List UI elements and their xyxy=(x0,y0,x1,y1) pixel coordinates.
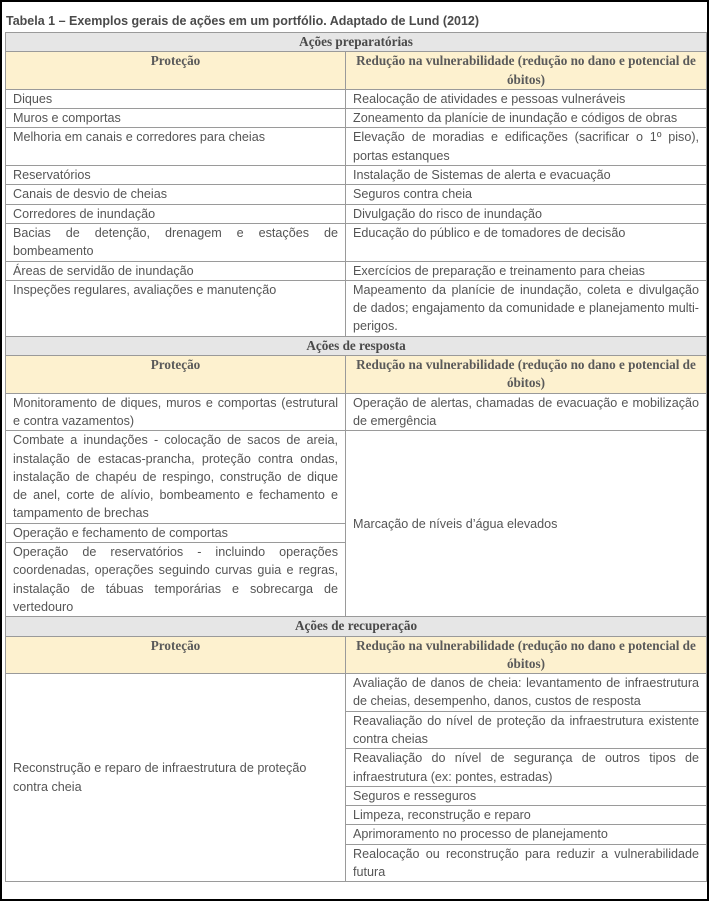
cell-reducao: Zoneamento da planície de inundação e códigos de obras xyxy=(346,109,707,128)
cell-reducao: Divulgação do risco de inundação xyxy=(346,204,707,223)
cell-reducao: Elevação de moradias e edificações (sacrificar o 1º piso), portas estanques xyxy=(346,128,707,166)
cell-reducao: Marcação de níveis d’água elevados xyxy=(346,431,707,617)
cell-protecao: Corredores de inundação xyxy=(6,204,346,223)
cell-reducao: Reavaliação do nível de segurança de outros tipos de infraestrutura (ex: pontes, estradas) xyxy=(346,749,707,787)
cell-reducao: Limpeza, reconstrução e reparo xyxy=(346,806,707,825)
cell-reducao: Operação de alertas, chamadas de evacuação e mobilização de emergência xyxy=(346,393,707,431)
table-row xyxy=(6,109,707,128)
cell-protecao: Diques xyxy=(6,89,346,108)
cell-reducao: Reavaliação do nível de proteção da infraestrutura existente contra cheias xyxy=(346,711,707,749)
cell-protecao: Operação e fechamento de comportas xyxy=(6,523,346,542)
column-header-row xyxy=(6,636,707,674)
cell-protecao: Canais de desvio de cheias xyxy=(6,185,346,204)
table-row xyxy=(6,185,707,204)
table-row xyxy=(6,674,707,712)
column-header-protecao: Proteção xyxy=(6,356,346,394)
section-title: Ações de resposta xyxy=(6,336,707,355)
column-header-protecao: Proteção xyxy=(6,52,346,90)
table-row xyxy=(6,166,707,185)
section-title: Ações preparatórias xyxy=(6,33,707,52)
cell-reducao: Mapeamento da planície de inundação, coleta e divulgação de dados; engajamento da comunidade e planejamento multi-perigos. xyxy=(346,280,707,336)
cell-protecao: Reconstrução e reparo de infraestrutura de proteção contra cheia xyxy=(6,674,346,882)
section-header-recuperacao xyxy=(6,617,707,636)
cell-protecao: Reservatórios xyxy=(6,166,346,185)
section-header-preparatorias xyxy=(6,33,707,52)
column-header-row xyxy=(6,52,707,90)
section-header-resposta xyxy=(6,336,707,355)
cell-protecao: Muros e comportas xyxy=(6,109,346,128)
table-row xyxy=(6,204,707,223)
cell-reducao: Educação do público e de tomadores de decisão xyxy=(346,223,707,261)
cell-protecao: Áreas de servidão de inundação xyxy=(6,261,346,280)
cell-protecao: Inspeções regulares, avaliações e manutenção xyxy=(6,280,346,336)
table-row xyxy=(6,223,707,261)
column-header-reducao: Redução na vulnerabilidade (redução no dano e potencial de óbitos) xyxy=(346,636,707,674)
cell-protecao: Melhoria em canais e corredores para cheias xyxy=(6,128,346,166)
cell-reducao: Aprimoramento no processo de planejamento xyxy=(346,825,707,844)
table-row xyxy=(6,393,707,431)
cell-reducao: Avaliação de danos de cheia: levantamento de infraestrutura de cheias, desempenho, danos, custos de resposta xyxy=(346,674,707,712)
table-row xyxy=(6,128,707,166)
column-header-row xyxy=(6,356,707,394)
table-row xyxy=(6,431,707,523)
cell-reducao: Realocação ou reconstrução para reduzir a vulnerabilidade futura xyxy=(346,844,707,882)
cell-protecao: Monitoramento de diques, muros e comportas (estrutural e contra vazamentos) xyxy=(6,393,346,431)
cell-reducao: Instalação de Sistemas de alerta e evacuação xyxy=(346,166,707,185)
cell-reducao: Seguros e resseguros xyxy=(346,786,707,805)
column-header-protecao: Proteção xyxy=(6,636,346,674)
table-row xyxy=(6,280,707,336)
cell-reducao: Realocação de atividades e pessoas vulneráveis xyxy=(346,89,707,108)
cell-protecao: Operação de reservatórios - incluindo operações coordenadas, operações seguindo curvas guia e regras, instalação de tábuas temporárias e sobrecarga de vertedouro xyxy=(6,543,346,617)
cell-reducao: Seguros contra cheia xyxy=(346,185,707,204)
table-row xyxy=(6,261,707,280)
column-header-reducao: Redução na vulnerabilidade (redução no dano e potencial de óbitos) xyxy=(346,356,707,394)
actions-table xyxy=(5,32,707,882)
column-header-reducao: Redução na vulnerabilidade (redução no dano e potencial de óbitos) xyxy=(346,52,707,90)
table-row xyxy=(6,89,707,108)
cell-protecao: Combate a inundações - colocação de sacos de areia, instalação de estacas-prancha, proteção contra ondas, instalação de chapéu de respingo, construção de dique de anel, corte de alívio, bombeamento e fechamento e tampamento de brechas xyxy=(6,431,346,523)
cell-protecao: Bacias de detenção, drenagem e estações de bombeamento xyxy=(6,223,346,261)
cell-reducao: Exercícios de preparação e treinamento para cheias xyxy=(346,261,707,280)
section-title: Ações de recuperação xyxy=(6,617,707,636)
table-caption: Tabela 1 – Exemplos gerais de ações em um portfólio. Adaptado de Lund (2012) xyxy=(6,14,480,28)
